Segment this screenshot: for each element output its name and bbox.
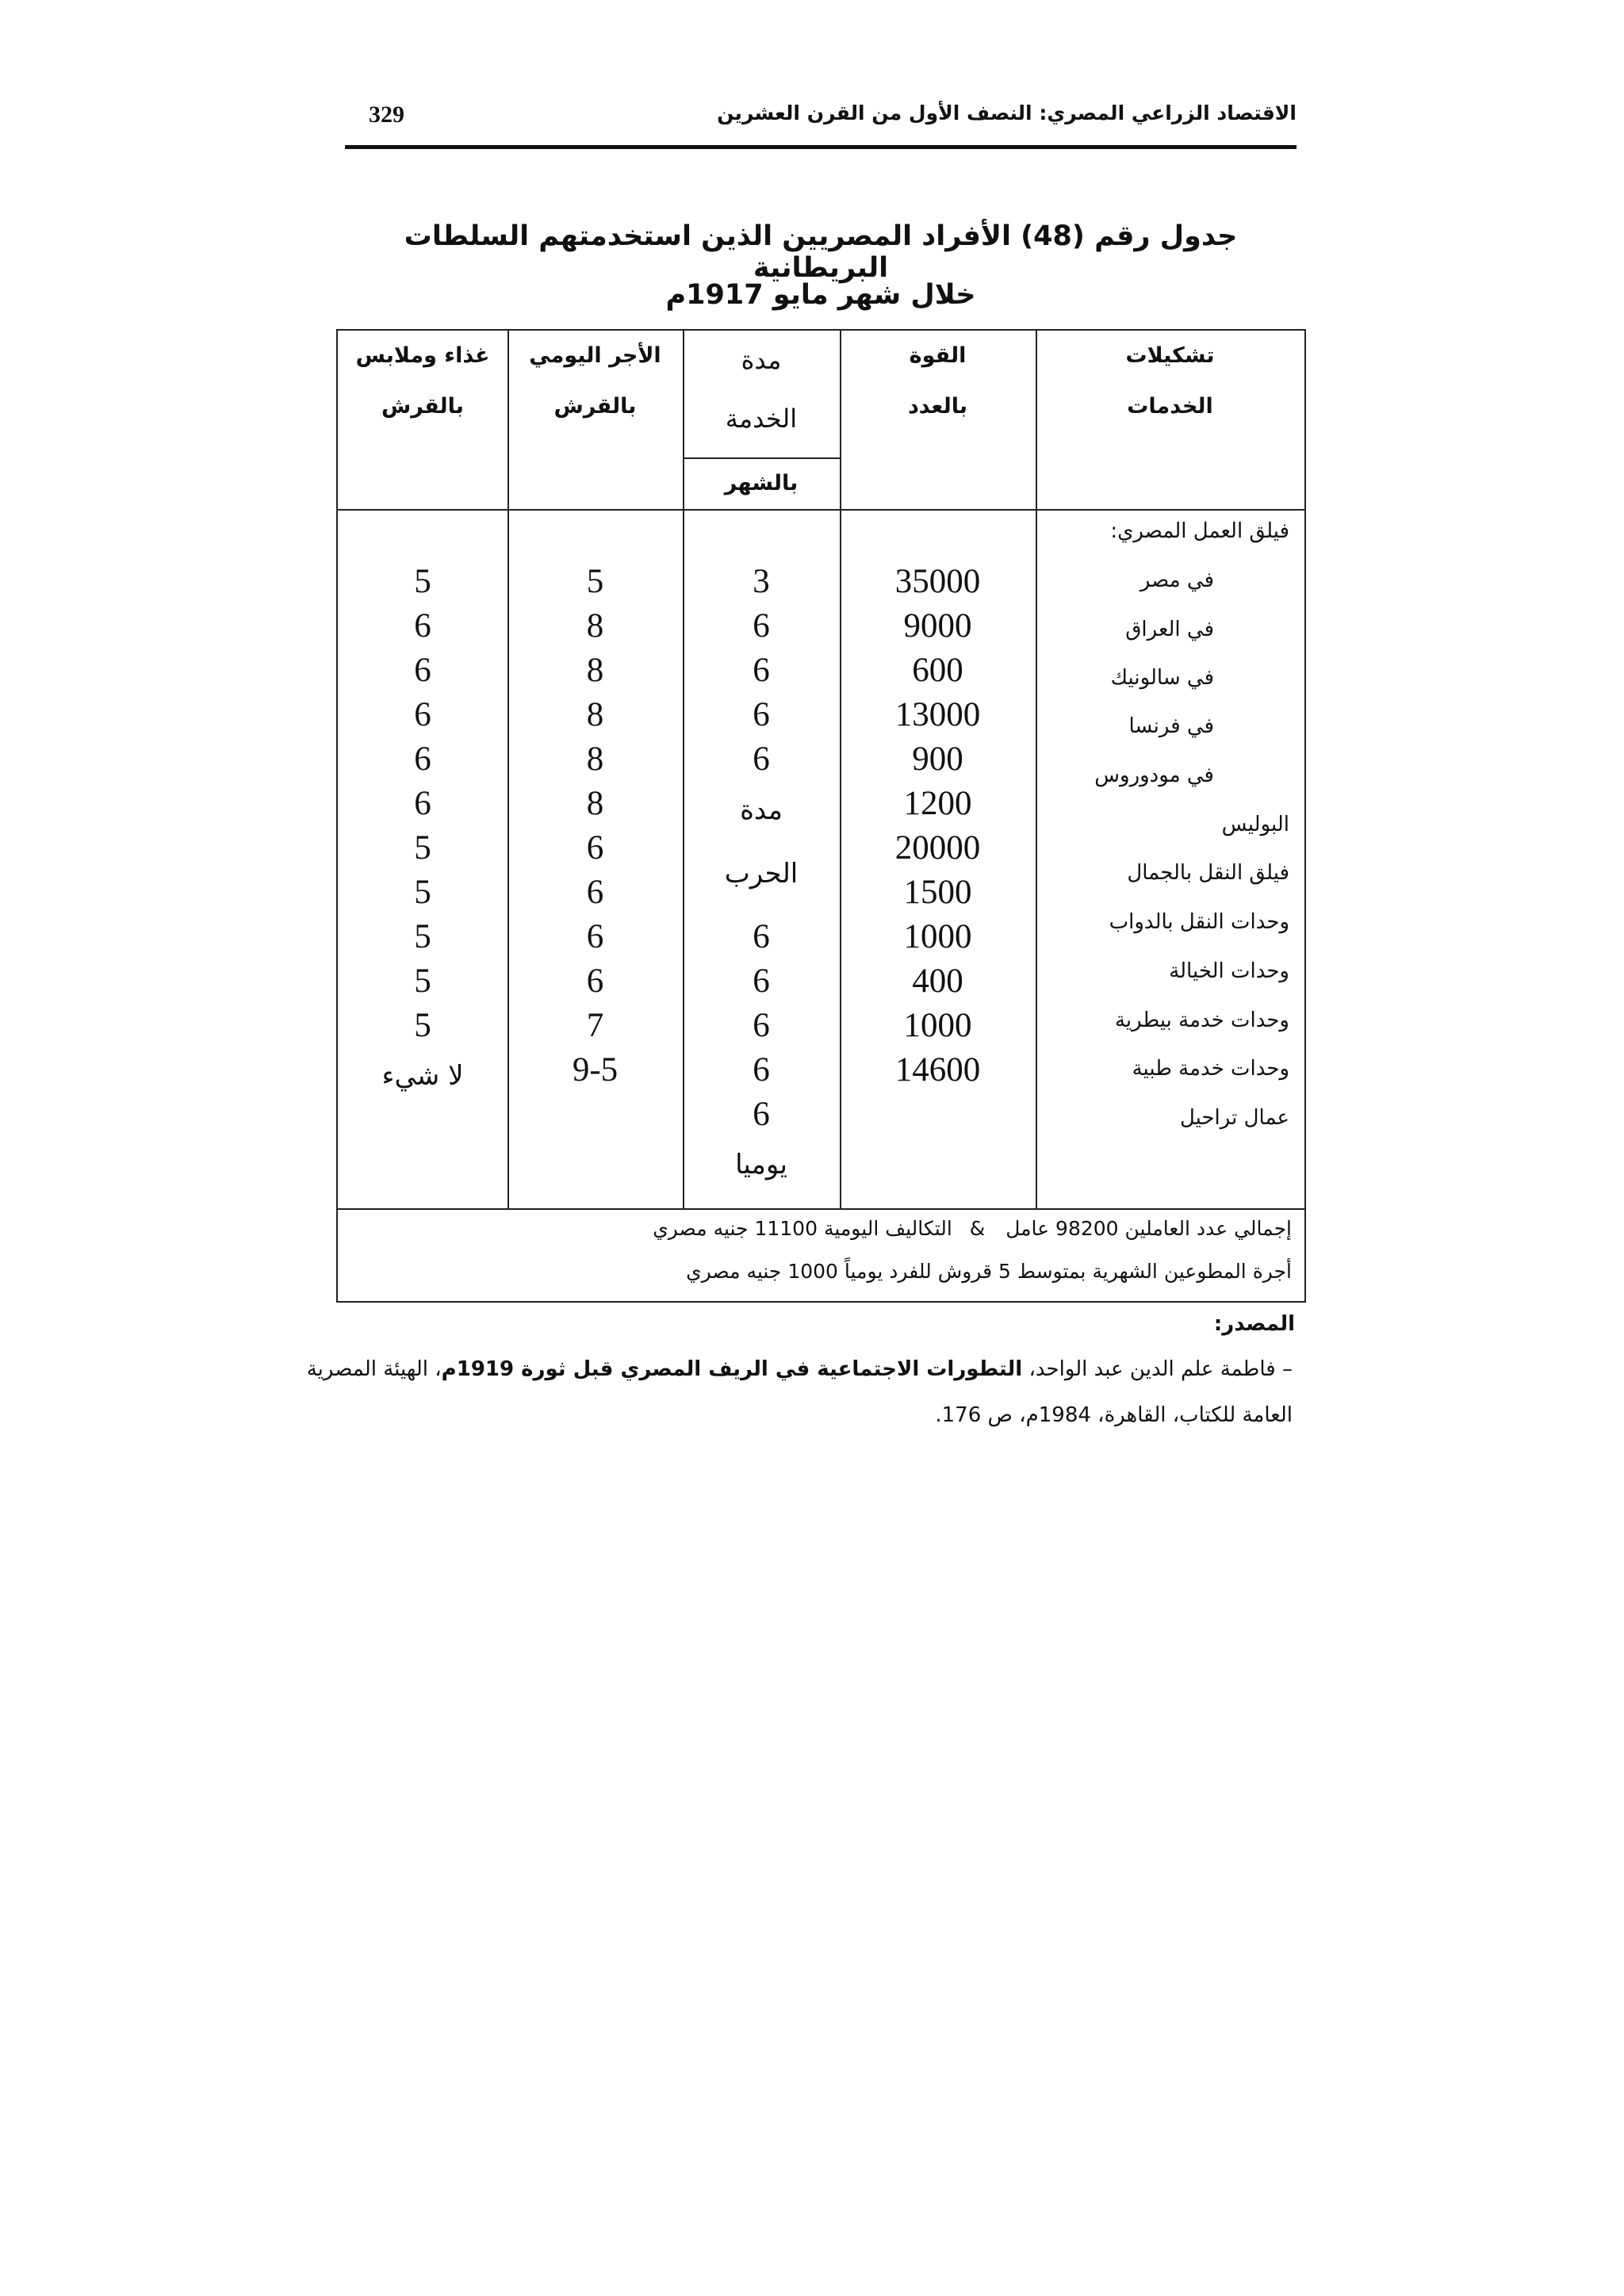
duration-cell: 3: [753, 563, 770, 600]
header-duration: مدة الخدمة: [725, 345, 798, 434]
header-services: تشكيلات الخدمات: [1125, 343, 1215, 419]
header-strength: القوة بالعدد: [907, 343, 968, 419]
food-clothing-cell: 5: [414, 962, 431, 1000]
food-clothing-cell: 6: [414, 740, 431, 778]
services-column: [1036, 331, 1289, 1203]
row-label: في العراق: [1125, 618, 1214, 641]
food-clothing-cell: 6: [414, 785, 431, 822]
strength-cell: 1500: [903, 874, 972, 911]
row-label: وحدات النقل بالدواب: [1109, 910, 1289, 934]
footer-divider: [338, 1208, 1304, 1210]
duration-cell: 6: [753, 696, 770, 733]
source-book-title: التطورات الاجتماعية في الريف المصري قبل ثورة 1919م: [441, 1357, 1023, 1381]
daily-wage-cell: 6: [586, 829, 604, 867]
strength-cell: 35000: [894, 563, 981, 600]
data-table: [336, 329, 1306, 1303]
daily-wage-cell: 5: [586, 563, 604, 600]
source-label: المصدر:: [1213, 1312, 1295, 1336]
food-clothing-column: [338, 331, 508, 1203]
strength-cell: 13000: [894, 696, 981, 733]
header-duration-unit: بالشهر: [724, 471, 799, 496]
source-citation: – فاطمة علم الدين عبد الواحد، التطورات الاجتماعية في الريف المصري قبل ثورة 1919م، الهيئة المصرية: [306, 1357, 1293, 1381]
strength-cell: 1000: [903, 1007, 972, 1044]
source-citation-continued: العامة للكتاب، القاهرة، 1984م، ص 176.: [935, 1403, 1293, 1427]
food-clothing-cell: 6: [414, 696, 431, 733]
strength-cell: 900: [912, 740, 963, 778]
daily-wage-cell: 8: [586, 785, 604, 822]
table-caption-subtitle: خلال شهر مايو 1917م: [665, 279, 976, 311]
duration-cell: 6: [753, 607, 770, 645]
duration-column: [683, 331, 840, 1203]
duration-cell: 6: [753, 1007, 770, 1044]
group-label: فيلق العمل المصري:: [1110, 519, 1289, 543]
row-label: وحدات خدمة طبية: [1132, 1057, 1289, 1081]
daily-wage-cell: 6: [586, 874, 604, 911]
food-clothing-cell: 5: [414, 874, 431, 911]
strength-column: [840, 331, 1036, 1203]
page-number: 329: [369, 101, 404, 128]
row-label: فيلق النقل بالجمال: [1127, 861, 1289, 885]
header-daily-wage: الأجر اليومي بالقرش: [529, 343, 661, 419]
duration-cell: الحرب: [724, 858, 799, 890]
food-clothing-cell: 5: [414, 1007, 431, 1044]
daily-wage-cell: 7: [586, 1007, 604, 1044]
strength-cell: 1200: [903, 785, 972, 822]
duration-cell: مدة: [740, 794, 783, 826]
duration-cell: 6: [753, 740, 770, 778]
daily-wage-cell: 6: [586, 918, 604, 955]
strength-cell: 9000: [903, 607, 972, 645]
food-clothing-cell: 6: [414, 607, 431, 645]
running-title: الاقتصاد الزراعي المصري: النصف الأول من القرن العشرين: [717, 101, 1297, 124]
strength-cell: 1000: [903, 918, 972, 955]
strength-cell: 20000: [894, 829, 981, 867]
table-footer-volunteers: أجرة المطوعين الشهرية بمتوسط 5 قروش للفرد يومياً 1000 جنيه مصري: [686, 1260, 1292, 1283]
food-clothing-cell: لا شيء: [381, 1060, 464, 1092]
row-label: عمال تراحيل: [1179, 1106, 1289, 1130]
row-label: في فرنسا: [1128, 714, 1214, 738]
duration-cell: 6: [753, 1051, 770, 1089]
strength-cell: 400: [912, 962, 963, 1000]
row-label: وحدات خدمة بيطرية: [1114, 1008, 1289, 1032]
food-clothing-cell: 5: [414, 829, 431, 867]
daily-wage-cell: 9-5: [572, 1051, 619, 1089]
food-clothing-cell: 5: [414, 918, 431, 955]
row-label: في مودوروس: [1094, 763, 1214, 787]
header-food-clothing: غذاء وملابس بالقرش: [355, 343, 490, 419]
row-label: وحدات الخيالة: [1169, 959, 1289, 983]
table-caption: جدول رقم (48) الأفراد المصريين الذين استخدمتهم السلطات البريطانية: [404, 220, 1238, 284]
daily-wage-cell: 8: [586, 696, 604, 733]
daily-wage-cell: 8: [586, 607, 604, 645]
daily-wage-cell: 6: [586, 962, 604, 1000]
duration-cell: 6: [753, 1096, 770, 1133]
table-footer-totals: إجمالي عدد العاملين 98200 عامل & التكاليف اليومية 11100 جنيه مصري: [653, 1217, 1292, 1240]
daily-wage-cell: 8: [586, 652, 604, 689]
header-rule: [345, 145, 1297, 149]
row-label: في مصر: [1139, 568, 1214, 592]
row-label: البوليس: [1221, 813, 1289, 836]
daily-wage-column: [508, 331, 683, 1203]
food-clothing-cell: 6: [414, 652, 431, 689]
duration-cell: 6: [753, 652, 770, 689]
strength-cell: 14600: [894, 1051, 981, 1089]
strength-cell: 600: [912, 652, 963, 689]
daily-wage-cell: 8: [586, 740, 604, 778]
row-label: في سالونيك: [1110, 666, 1214, 690]
duration-cell: 6: [753, 962, 770, 1000]
food-clothing-cell: 5: [414, 563, 431, 600]
page-header: [345, 101, 1297, 149]
duration-cell: 6: [753, 918, 770, 955]
duration-cell: يوميا: [735, 1149, 787, 1181]
